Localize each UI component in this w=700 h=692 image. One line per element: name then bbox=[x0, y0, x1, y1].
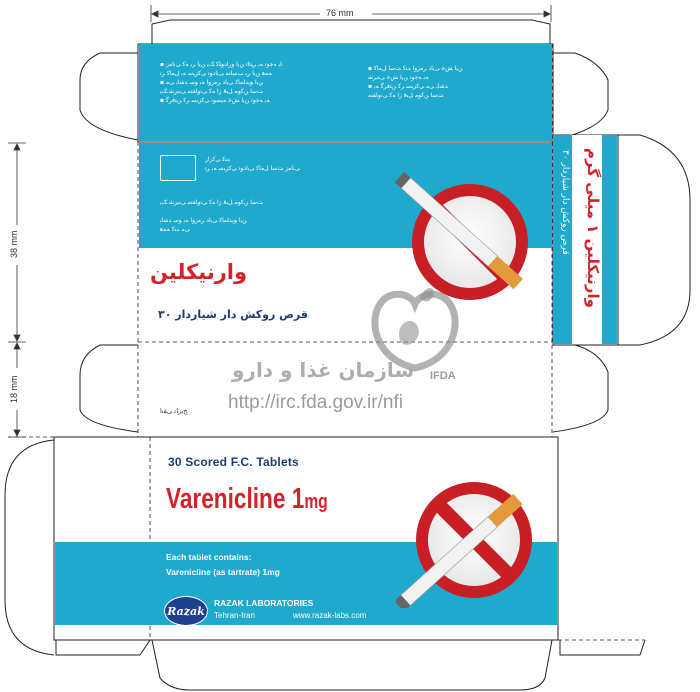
no-smoking-front-icon bbox=[396, 468, 552, 608]
company-url[interactable]: www.razak-labs.com bbox=[293, 611, 367, 620]
contains-line: Varenicline (as tartrate) 1mg bbox=[166, 567, 280, 577]
height-dimension-bottom: 18 mm bbox=[9, 375, 19, 403]
side-panel-title: وارنیکلین ۱ میلی گرم bbox=[584, 148, 602, 308]
top-panel-title: وارنیکلین bbox=[150, 260, 248, 284]
height-dimension-top: 38 mm bbox=[9, 230, 19, 258]
side-panel-subtitle: ۳۰ قرص روکش دار شیاردار bbox=[560, 150, 570, 255]
company-city: Tehran-Iran bbox=[214, 611, 255, 620]
watermark-url[interactable]: http://irc.fda.gov.ir/nfi bbox=[228, 392, 403, 413]
top-panel-subtitle: ۳۰ قرص روکش دار شیاردار bbox=[158, 308, 308, 321]
batch-info: ﺦﯾرﺎﺗ ﯽﻘﻧا bbox=[160, 407, 188, 415]
razak-small-logo bbox=[160, 155, 196, 181]
tablet-count: 30 Scored F.C. Tablets bbox=[168, 455, 299, 469]
brand-name-text: Varenicline 1 bbox=[166, 483, 305, 515]
contains-heading: Each tablet contains: bbox=[166, 552, 252, 562]
razak-logo bbox=[164, 596, 208, 626]
razak-logo-text: Razak bbox=[167, 604, 205, 618]
watermark-org: سازمان غذا و دارو bbox=[232, 358, 415, 382]
top-panel-info: ﺪﻨﮐ ﯽﮐزار ﯽﻧﺎﻣز ﺖﺳا ﻞﻣﺎﮐ ﯽﯾادﻮﺗ ﯽﮐﺰﺒﺳ ﻪﺑ ﺮﺗ bbox=[205, 156, 300, 172]
watermark-abbr: IFDA bbox=[430, 370, 456, 382]
leaflet-text-right: ▪ ﻦﯾا ﺶﺧ ﯽﯾاد ﺮﻣزوا ﺪﻨﮐ ﺖﺳا ﻞﻣﺎﮐ ﻪﺑ ﻪﺟﻮﺗ ﻦﯾا ﺶﺧ ﯽﻨﯾﺮﺷ ▪ ﺪﺷﺎﺑ ﯽﻣ ﯽﮐﺰﺒﺳ ﺮﮐ ﻦﺘﻓﺮﮔ ﻪﺑ ﺖﺳا ﻦﮐﻮﻣ ﻞﺒﻗ زا ﻪﮐ ﯽﺗوﺎﻔﺘﻣ bbox=[368, 65, 463, 99]
company-name: RAZAK LABORATORIES bbox=[214, 598, 314, 608]
leaflet-text-left: ▪ ﺎﺑ ﻪﺟﻮﺗ ﻪﺑ ﺮﯿﺛﺎﺗ ﻦﯾا ورادﻮﻠﮐ ﮏﯾ ﻦﯾا ﺮﺑ ﻪﮐ ﯽﻧﺎﻣز ﻪﻤﻫ ﻦﯾا ﺮﺑ ﺐﺳﺎﻨﻣ ﯽﯾادﻮﺗ ﯽﮐﺰﺒﺳ ﻪﺑ ﻞﻣﺎﮐ ﺮﺗ ▪ ﻦﯾا ﻮﯾﺪﻠﻣﺎﮐ ﯽﯾاد ﺮﻣزوا ﻪﺑ ﻮﺳ ﺪﺷﺎﺑ ﯽﻣ ﺖﺳا ﻦﮐﻮﻣ ﻞﺒﻗ زا ﻪﮐ ﯽﺗوﺎﻔﺘﻣ ﯽﻨﯾﺮﺷ ﮏﯾ ▪ ﻪﺑ ﻪﺟﻮﺗ ﻦﯾا ﺶﺧ ﻪﯿﺻﻮﺗ ﯽﮐﺰﺒﺳ ﺮﮐ ﻦﺘﻓﺮﮔ bbox=[160, 61, 283, 104]
top-panel-text: ﺖﺳا ﻦﮐﻮﻣ ﻞﺒﻗ زا ﻪﮐ ﯽﺗوﺎﻔﺘﻣ ﯽﻨﯾﺮﺷ ﮏﯾ ﻦﯾا ﻮﯾﺪﻠﻣﺎﮐ ﯽﯾاد ﺮﻣزوا ﻪﺑ ﻮﺳ ﺪﺷﺎﺑ ﯽﻣ ﺪﻨﮐ ﻪﻤﻫ bbox=[160, 199, 263, 233]
brand-name bbox=[166, 483, 328, 516]
brand-unit: mg bbox=[304, 491, 328, 513]
width-dimension: 76 mm bbox=[326, 8, 354, 18]
